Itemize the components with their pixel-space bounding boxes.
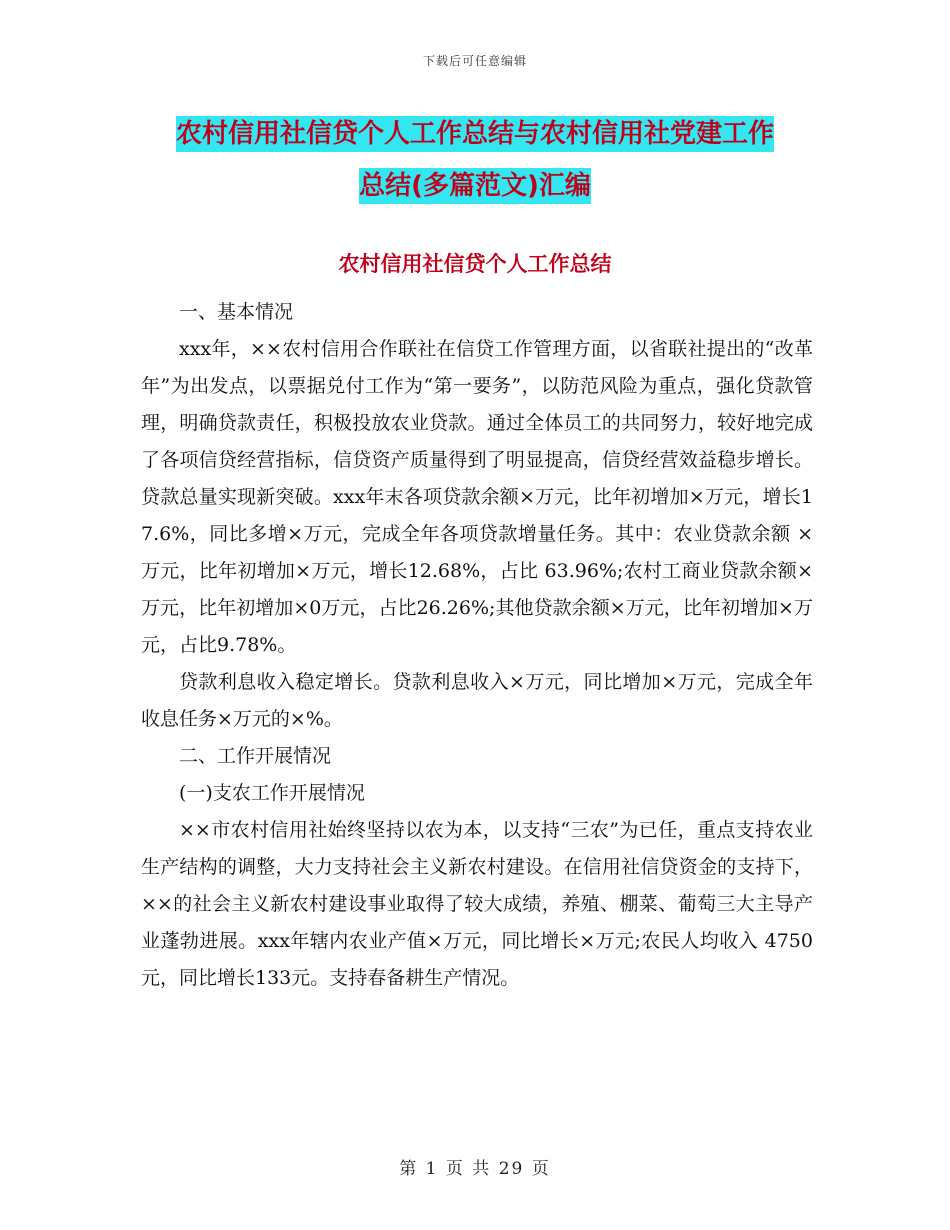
paragraph-basic-situation-heading: 一、基本情况 bbox=[179, 301, 294, 323]
document-title bbox=[0, 108, 950, 212]
section-title: 农村信用社信贷个人工作总结 bbox=[338, 252, 612, 276]
document-title-line-2: 总结(多篇范文)汇编 bbox=[359, 168, 591, 204]
page-number: 第 1 页 共 29 页 bbox=[399, 1159, 551, 1179]
paragraph-interest-income: 贷款利息收入稳定增长。贷款利息收入×万元，同比增加×万元，完成全年收息任务×万元的×%。 bbox=[141, 671, 813, 730]
document-title-line-1: 农村信用社信贷个人工作总结与农村信用社党建工作 bbox=[176, 116, 774, 152]
header-note: 下载后可任意编辑 bbox=[422, 54, 527, 68]
paragraph-loan-summary: xxx年，××农村信用合作联社在信贷工作管理方面，以省联社提出的“改革年”为出发点，以票据兑付工作为“第一要务”，以防范风险为重点，强化贷款管理，明确贷款责任，积极投放农业贷款。通过全体员工的共同努力，较好地完成了各项信贷经营指标，信贷资产质量得到了明显提高，信贷经营效益稳步增长。贷款总量实现新突破。xxx年末各项贷款余额×万元，比年初增加×万元，增长17.6%，同比多增×万元，完成全年各项贷款增量任务。其中：农业贷款余额 ×万元，比年初增加×万元，增长12.68%，占比 63.96%;农村工商业贷款余额×万元，比年初增加×0万元，占比26.26%;其他贷款余额×万元，比年初增加×万元，占比9.78%。 bbox=[141, 338, 813, 656]
paragraph-agriculture-support: ××市农村信用社始终坚持以农为本，以支持“三农”为已任，重点支持农业生产结构的调整，大力支持社会主义新农村建设。在信用社信贷资金的支持下，××的社会主义新农村建设事业取得了较大成绩，养殖、棚菜、葡萄三大主导产业蓬勃进展。xxx年辖内农业产值×万元，同比增长×万元;农民人均收入 4750元，同比增长133元。支持春备耕生产情况。 bbox=[141, 819, 813, 989]
paragraph-work-progress-heading: 二、工作开展情况 bbox=[179, 745, 332, 767]
paragraph-agriculture-support-heading: (一)支农工作开展情况 bbox=[179, 782, 365, 804]
document-body bbox=[141, 294, 813, 997]
